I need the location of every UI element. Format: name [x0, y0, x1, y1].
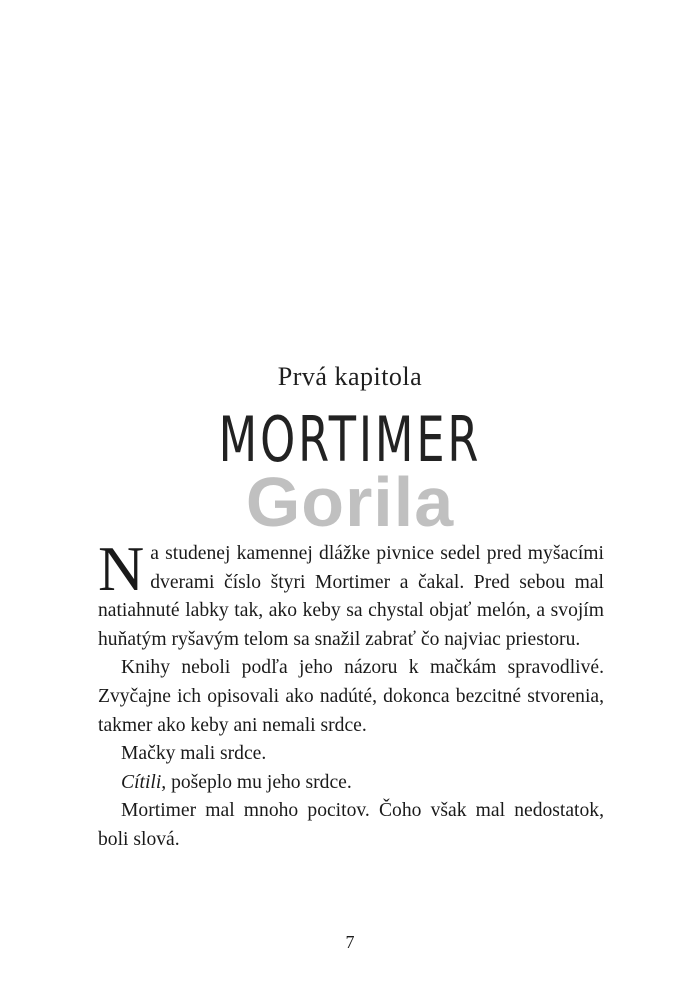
- paragraph-4: [98, 769, 604, 798]
- paragraph-4-italic: Cítili,: [121, 771, 167, 793]
- paragraph-5: Mortimer mal mnoho pocitov. Čoho však mal nedostatok, boli slová.: [98, 800, 604, 850]
- chapter-label: Prvá kapitola: [277, 362, 423, 391]
- paragraph-1-text: a studenej kamennej dlážke pivnice sedel pred myšacími dverami číslo štyri Mortimer a čakal. Pred sebou mal natiahnuté labky tak, ako keby sa chystal objať melón, a svojím huňatým ryšavým telom sa snažil zabrať čo najviac priestoru.: [98, 543, 604, 650]
- paragraph-4-text: pošeplo mu jeho srdce.: [166, 771, 352, 793]
- watermark-logo: Gorila: [245, 463, 455, 541]
- chapter-title: MORTIMER: [218, 403, 482, 476]
- page-number: 7: [345, 932, 355, 952]
- drop-cap: N: [98, 533, 145, 604]
- paragraph-2: Knihy neboli podľa jeho názoru k mačkám spravodlivé. Zvyčajne ich opisovali ako nadúté, dokonca bezcitné stvorenia, takmer ako keby ani nemali srdce.: [98, 657, 604, 736]
- paragraph-3: Mačky mali srdce.: [121, 743, 267, 765]
- paragraph-1: [98, 533, 604, 654]
- body-text: [98, 533, 604, 855]
